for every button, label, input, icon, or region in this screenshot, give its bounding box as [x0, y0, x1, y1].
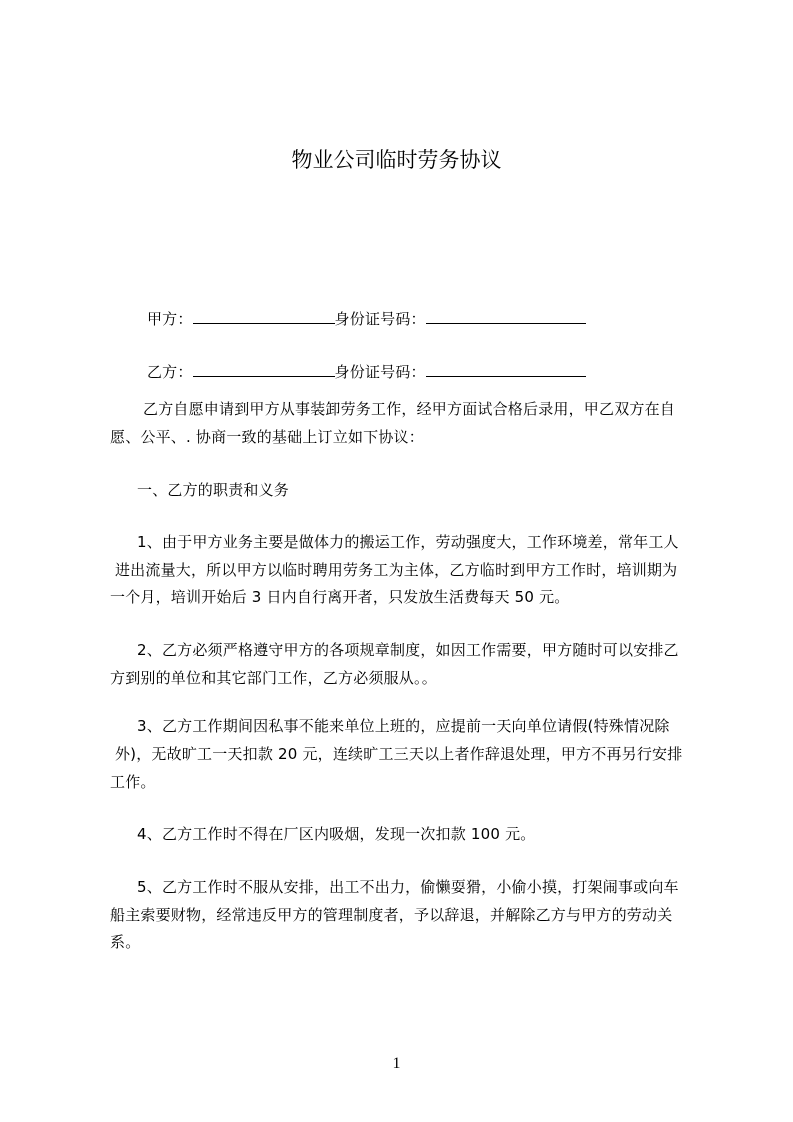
intro-line: 乙方自愿申请到甲方从事装卸劳务工作，经甲方面试合格后录用，甲乙双方在自: [143, 400, 676, 418]
party-a-label: 甲方：: [146, 310, 193, 328]
clause-line: 4、乙方工作时不得在厂区内吸烟，发现一次扣款 100 元。: [137, 825, 536, 843]
page-number: 1: [392, 1055, 401, 1072]
party-a-id-label: 身份证号码：: [334, 310, 426, 328]
clause-line: 船主索要财物，经常违反甲方的管理制度者，予以辞退，并解除乙方与甲方的劳动关: [110, 906, 673, 924]
section-heading: 一、乙方的职责和义务: [137, 481, 290, 499]
clause-line: 一个月，培训开始后 3 日内自行离开者，只发放生活费每天 50 元。: [110, 588, 570, 606]
document-title: 物业公司临时劳务协议: [291, 148, 502, 172]
party-b-id-label: 身份证号码：: [334, 363, 426, 381]
intro-line: 愿、公平、. 协商一致的基础上订立如下协议：: [110, 428, 424, 446]
clause-line: 1、由于甲方业务主要是做体力的搬运工作，劳动强度大，工作环境差，常年工人: [137, 533, 679, 551]
party-b-label: 乙方：: [146, 363, 193, 381]
party-b-name-blank: [193, 362, 335, 377]
clause-line: 外)，无故旷工一天扣款 20 元，连续旷工三天以上者作辞退处理，甲方不再另行安排: [110, 745, 683, 763]
clause-line: 3、乙方工作期间因私事不能来单位上班的，应提前一天向单位请假(特殊情况除: [137, 717, 670, 735]
party-b-id-blank: [426, 362, 586, 377]
clause-line: 工作。: [110, 773, 156, 791]
clause-line: 2、乙方必须严格遵守甲方的各项规章制度，如因工作需要，甲方随时可以安排乙: [137, 641, 679, 659]
party-b-row: [137, 343, 586, 382]
party-a-id-blank: [426, 309, 586, 324]
clause-line: 系。: [110, 933, 141, 951]
party-a-row: [137, 290, 586, 329]
clause-line: 进出流量大，所以甲方以临时聘用劳务工为主体，乙方临时到甲方工作时，培训期为: [110, 561, 678, 579]
clause-line: 5、乙方工作时不服从安排，出工不出力，偷懒耍猾，小偷小摸，打架闹事或向车: [137, 878, 679, 896]
party-a-name-blank: [193, 309, 335, 324]
clause-line: 方到别的单位和其它部门工作，乙方必须服从。。: [110, 669, 437, 687]
